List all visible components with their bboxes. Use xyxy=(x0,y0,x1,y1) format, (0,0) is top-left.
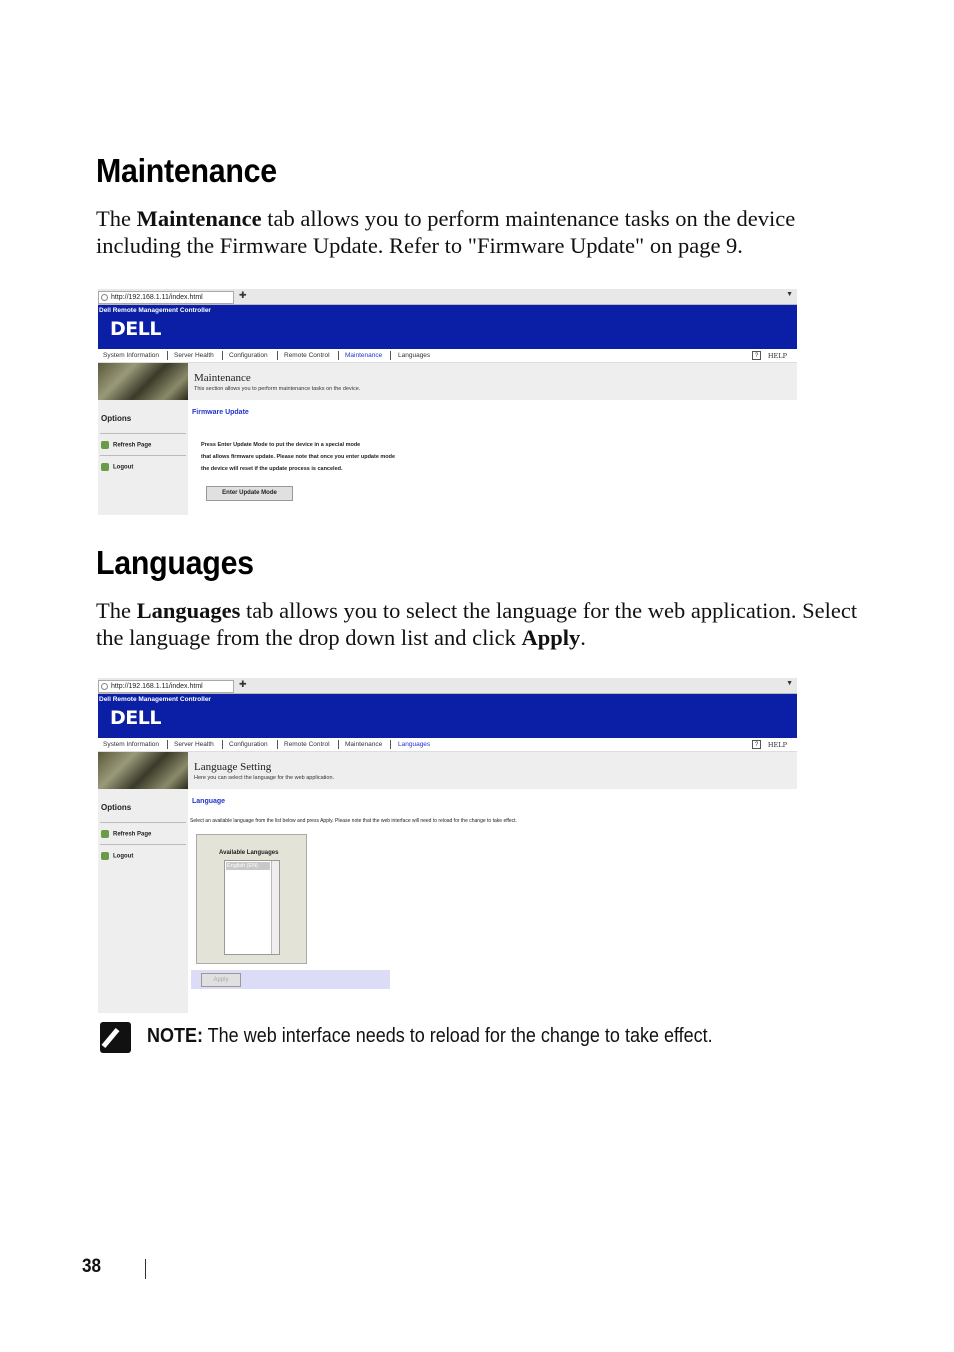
languages-heading: Languages xyxy=(96,544,254,581)
refresh-page-link[interactable]: Refresh Page xyxy=(101,830,151,838)
dell-banner xyxy=(98,305,797,349)
maintenance-paragraph: The Maintenance tab allows you to perform maintenance tasks on the device including the Firmware Update. Refer to "Firmware Update" on page 9. xyxy=(96,206,796,258)
nav-tabs xyxy=(98,738,797,752)
nav-tabs xyxy=(98,349,797,363)
dell-banner xyxy=(98,694,797,738)
tab-configuration[interactable]: Configuration xyxy=(229,352,268,359)
help-link[interactable]: HELP xyxy=(767,741,787,749)
page-number: 38 xyxy=(82,1256,102,1277)
globe-icon xyxy=(101,294,108,301)
section-description: This section allows you to perform maintenance tasks on the device. xyxy=(194,386,361,392)
listbox-scrollbar[interactable] xyxy=(271,861,279,954)
language-option-english[interactable]: English (EN) xyxy=(226,862,270,870)
language-listbox[interactable] xyxy=(224,860,280,955)
logout-link[interactable]: Logout xyxy=(101,463,133,471)
info-line-1: Press Enter Update Mode to put the device in a special mode xyxy=(201,442,361,448)
browser-address-bar xyxy=(98,678,797,694)
refresh-page-link[interactable]: Refresh Page xyxy=(101,441,151,449)
note-pencil-icon xyxy=(100,1022,131,1053)
info-line-3: the device will reset if the update process is canceled. xyxy=(201,466,343,472)
server-photo xyxy=(98,752,188,789)
tab-remote-control[interactable]: Remote Control xyxy=(284,352,330,359)
tab-server-health[interactable]: Server Health xyxy=(174,352,214,359)
tab-languages[interactable]: Languages xyxy=(398,741,431,748)
section-description: Here you can select the language for the web application. xyxy=(194,775,335,781)
dell-logo: DELL xyxy=(110,707,161,729)
language-instruction: Select an available language from the list below and press Apply. Please note that the web interface will need to reload for the change to take effect. xyxy=(190,818,517,824)
browser-tab[interactable] xyxy=(98,680,234,693)
help-icon[interactable]: ? xyxy=(752,351,761,360)
section-header xyxy=(98,363,797,400)
apply-bar xyxy=(191,970,390,989)
new-tab-icon[interactable]: ✚ xyxy=(239,679,247,689)
tab-system-information[interactable]: System Information xyxy=(103,352,159,359)
refresh-icon xyxy=(101,441,109,449)
section-header xyxy=(98,752,797,789)
enter-update-mode-button[interactable]: Enter Update Mode xyxy=(206,486,293,501)
tab-remote-control[interactable]: Remote Control xyxy=(284,741,330,748)
content-area xyxy=(98,789,797,1013)
firmware-update-link[interactable]: Firmware Update xyxy=(192,409,249,416)
product-name: Dell Remote Management Controller xyxy=(99,307,211,314)
url-text: http://192.168.1.11/index.html xyxy=(111,683,203,690)
languages-screenshot xyxy=(98,678,797,1014)
options-panel xyxy=(98,789,188,1013)
server-photo xyxy=(98,363,188,400)
apply-button[interactable]: Apply xyxy=(201,973,241,987)
options-label: Options xyxy=(101,803,132,812)
new-tab-icon[interactable]: ✚ xyxy=(239,290,247,300)
section-title: Maintenance xyxy=(194,372,251,384)
tab-languages[interactable]: Languages xyxy=(398,352,431,359)
options-panel xyxy=(98,400,188,515)
options-label: Options xyxy=(101,414,132,423)
url-text: http://192.168.1.11/index.html xyxy=(111,294,203,301)
tab-configuration[interactable]: Configuration xyxy=(229,741,268,748)
available-languages-label: Available Languages xyxy=(219,850,279,856)
tab-maintenance[interactable]: Maintenance xyxy=(345,741,383,748)
logout-icon xyxy=(101,463,109,471)
refresh-icon xyxy=(101,830,109,838)
maintenance-screenshot xyxy=(98,289,797,516)
product-name: Dell Remote Management Controller xyxy=(99,696,211,703)
logout-icon xyxy=(101,852,109,860)
globe-icon xyxy=(101,683,108,690)
info-line-2: that allows firmware update. Please note that once you enter update mode xyxy=(201,454,396,460)
browser-tab[interactable] xyxy=(98,291,234,304)
note-text: NOTE: The web interface needs to reload for the change to take effect. xyxy=(147,1025,713,1047)
footer-divider xyxy=(145,1259,146,1279)
help-icon[interactable]: ? xyxy=(752,740,761,749)
help-link[interactable]: HELP xyxy=(767,352,787,360)
language-link[interactable]: Language xyxy=(192,798,226,805)
tab-maintenance[interactable]: Maintenance xyxy=(345,352,383,359)
available-languages-box xyxy=(196,834,307,964)
maintenance-heading: Maintenance xyxy=(96,152,277,189)
note-callout xyxy=(100,1022,820,1054)
content-area xyxy=(98,400,797,515)
dell-logo: DELL xyxy=(110,318,161,340)
logout-link[interactable]: Logout xyxy=(101,852,133,860)
tab-system-information[interactable]: System Information xyxy=(103,741,159,748)
section-title: Language Setting xyxy=(194,761,272,773)
tab-list-icon[interactable]: ▼ xyxy=(786,291,793,298)
languages-paragraph: The Languages tab allows you to select the language for the web application. Select the language from the drop down list and click Apply. xyxy=(96,598,858,650)
tab-server-health[interactable]: Server Health xyxy=(174,741,214,748)
browser-address-bar xyxy=(98,289,797,305)
tab-list-icon[interactable]: ▼ xyxy=(786,680,793,687)
